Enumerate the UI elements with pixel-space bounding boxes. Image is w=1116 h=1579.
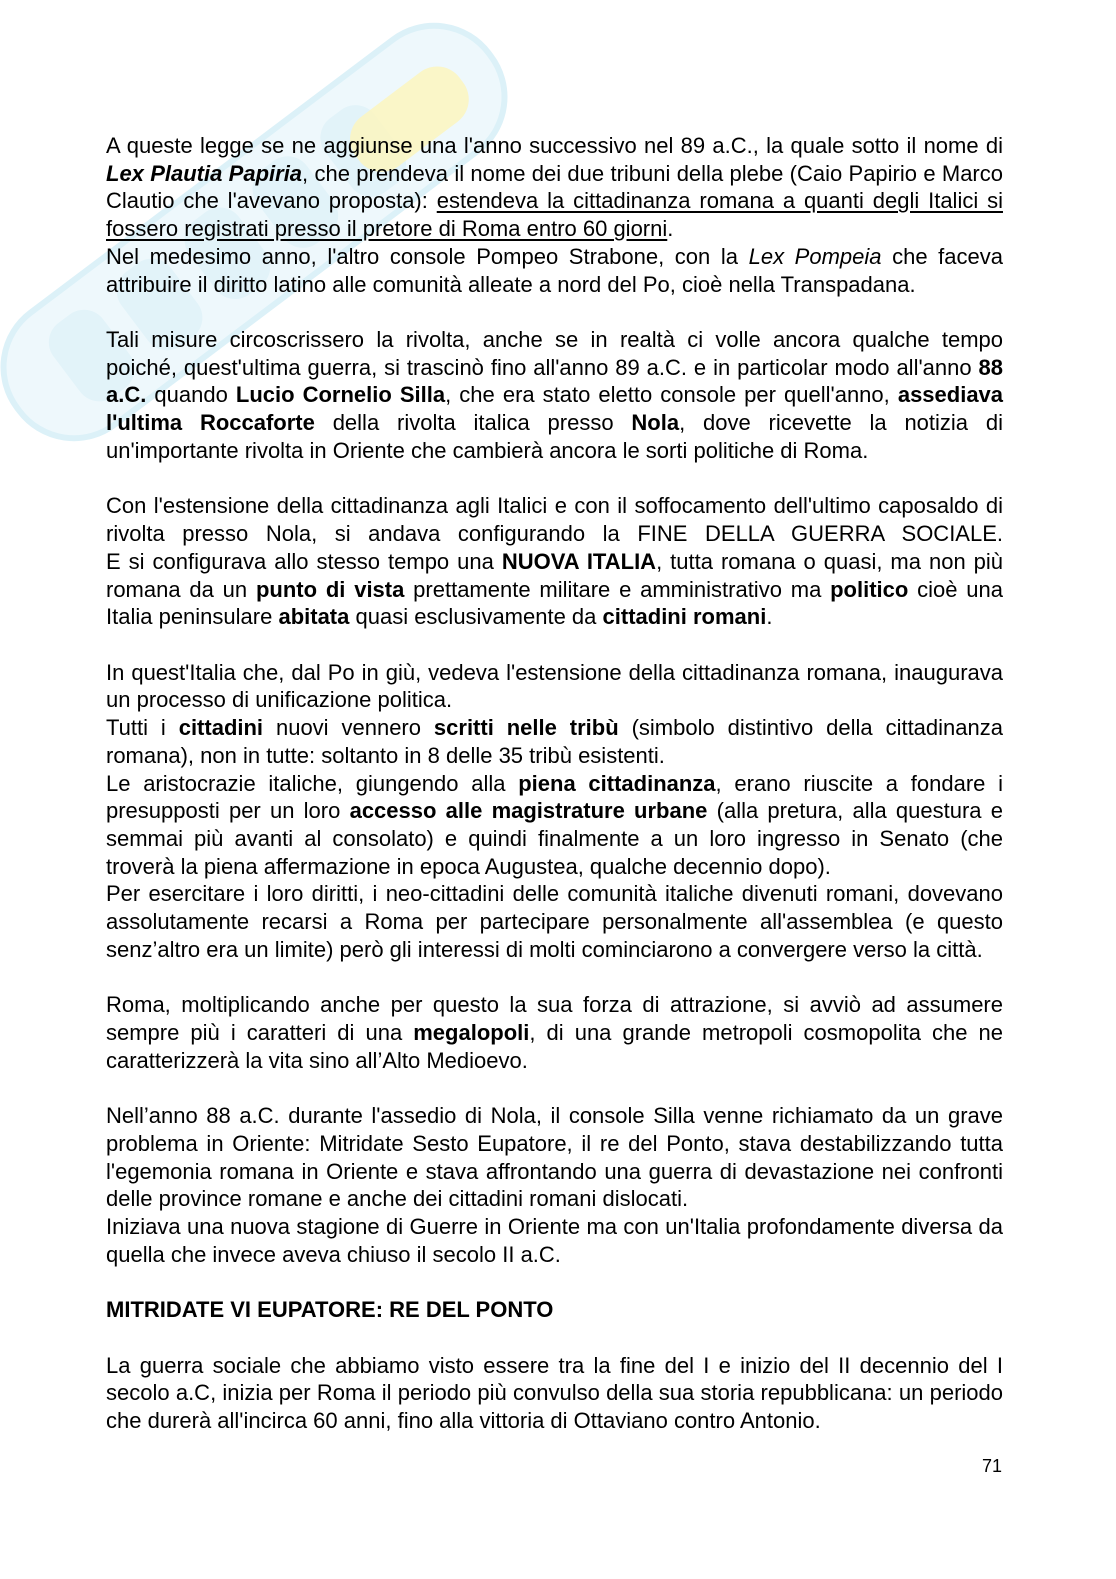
text-line (106, 409, 1003, 437)
bold-text: cittadini romani (602, 604, 767, 630)
text-line (106, 381, 1003, 409)
text-line (106, 520, 1003, 548)
underlined-text: fossero registrati presso il pretore di Roma entro 60 giorni (106, 216, 668, 242)
text-line (106, 492, 1003, 520)
text-run: che faceva (881, 243, 1003, 269)
text-run: , erano riuscite a fondare i (715, 770, 1003, 796)
bold-text: Lucio Cornelio Silla (235, 382, 446, 408)
text-run: caratterizzerà la vita sino all’Alto Medioevo. (106, 1047, 528, 1073)
text-line (106, 1019, 1003, 1047)
text-line (106, 797, 1003, 825)
text-run: Tutti i (106, 715, 179, 741)
text-run: nuovi vennero (263, 715, 434, 741)
text-run: rivolta presso Nola, si andava configurando la FINE DELLA GUERRA SOCIALE. (106, 521, 1003, 547)
paragraph (106, 492, 1003, 631)
text-line (106, 1158, 1003, 1186)
text-run: , che era stato eletto console per quell'anno, (445, 382, 898, 408)
text-section (106, 492, 1003, 631)
text-run: Clautio che l'avevano proposta): (106, 188, 437, 214)
text-run: troverà la piena affermazione in epoca Augustea, qualche decennio dopo). (106, 853, 831, 879)
text-line (106, 354, 1003, 382)
text-run: Le aristocrazie italiche, giungendo alla (106, 770, 519, 796)
paragraph (106, 1213, 1003, 1268)
paragraph (106, 243, 1003, 298)
document-body (106, 132, 1003, 1463)
text-run: Roma, moltiplicando anche per questo la sua forza di attrazione, si avviò ad assumere (106, 992, 1003, 1018)
paragraph (106, 714, 1003, 769)
text-section (106, 1102, 1003, 1268)
text-run: sempre più i caratteri di una (106, 1020, 414, 1045)
page-number: 71 (981, 1456, 1002, 1476)
text-line (106, 243, 1003, 271)
text-line (106, 1241, 1003, 1269)
paragraph (106, 1102, 1003, 1213)
text-line (106, 132, 1003, 160)
bold-text: l'ultima Roccaforte (106, 410, 315, 436)
section-heading (106, 1296, 1003, 1324)
text-run: prettamente militare e amministrativo ma (404, 576, 831, 602)
text-run: Tali misure circoscrissero la rivolta, anche se in realtà ci volle ancora qualche tempo (106, 327, 1003, 353)
text-run: romana da un (106, 576, 256, 602)
text-line (106, 576, 1003, 604)
bold-text: a.C. (106, 382, 147, 408)
bold-text: politico (830, 576, 909, 602)
text-run: (alla pretura, alla questura e (707, 798, 1003, 824)
paragraph (106, 326, 1003, 465)
text-run: attribuire il diritto latino alle comunità alleate a nord del Po, cioè nella Transpadana. (106, 271, 916, 297)
text-run: . (667, 216, 674, 242)
text-run: In quest'Italia che, dal Po in giù, vedeva l'estensione della cittadinanza romana, inaugurava (106, 659, 1003, 685)
text-run: problema in Oriente: Mitridate Sesto Eupatore, il re del Ponto, stava destabilizzando tutta (106, 1130, 1003, 1156)
text-line (106, 853, 1003, 881)
italic-text: Lex Pompeia (748, 243, 882, 269)
text-line (106, 1379, 1003, 1407)
text-run: (simbolo distintivo della cittadinanza (618, 715, 1003, 741)
bold-text: abitata (278, 604, 350, 630)
text-line (106, 215, 1003, 243)
bold-italic-text: Lex Plautia Papiria (106, 160, 303, 186)
text-line (106, 603, 1003, 631)
text-run: Nell’anno 88 a.C. durante l'assedio di Nola, il console Silla venne richiamato da un grave (106, 1103, 1003, 1129)
text-run: , di una grande metropoli cosmopolita che ne (529, 1020, 1003, 1045)
text-line (106, 326, 1003, 354)
paragraph (106, 659, 1003, 714)
text-section (106, 132, 1003, 298)
text-line (106, 437, 1003, 465)
text-run: che durerà all'incirca 60 anni, fino alla vittoria di Ottaviano contro Antonio. (106, 1408, 821, 1434)
bold-text: assediava (897, 382, 1004, 408)
text-line (106, 686, 1003, 714)
text-line (106, 1185, 1003, 1213)
text-line (106, 1130, 1003, 1158)
text-run: poiché, quest'ultima guerra, si trascinò fino all'anno 89 a.C. e in particolar modo all'anno (106, 354, 979, 380)
text-run: della rivolta italica presso (314, 410, 632, 436)
text-line (106, 908, 1003, 936)
paragraph (106, 880, 1003, 963)
text-run: assolutamente recarsi a Roma per partecipare personalmente all'assemblea (e questo (106, 909, 1003, 935)
text-line (106, 991, 1003, 1019)
text-run: un'importante rivolta in Oriente che cambierà ancora le sorti politiche di Roma. (106, 437, 869, 463)
text-section (106, 991, 1003, 1074)
text-run: E si configurava allo stesso tempo una (106, 548, 502, 574)
text-run: A queste legge se ne aggiunse una l'anno successivo nel 89 a.C., la quale sotto il nome di (106, 133, 1003, 158)
text-section (106, 1296, 1003, 1324)
bold-text: scritti nelle tribù (433, 715, 619, 741)
text-line (106, 742, 1003, 770)
text-section (106, 326, 1003, 465)
text-run: presupposti per un loro (106, 798, 350, 824)
text-line (106, 1213, 1003, 1241)
bold-text: 88 (978, 354, 1003, 380)
text-line (106, 1352, 1003, 1380)
text-run: secolo a.C, inizia per Roma il periodo più convulso della sua storia repubblicana: un periodo (106, 1380, 1003, 1406)
bold-text: accesso alle magistrature urbane (349, 798, 708, 824)
text-line (106, 936, 1003, 964)
text-line (106, 1296, 1003, 1324)
bold-text: cittadini (178, 715, 264, 741)
text-run: quella che invece aveva chiuso il secolo II a.C. (106, 1241, 561, 1267)
text-run: . (766, 604, 773, 630)
bold-text: punto di vista (255, 576, 405, 602)
text-line (106, 1407, 1003, 1435)
text-section (106, 1352, 1003, 1435)
paragraph (106, 132, 1003, 243)
bold-text: piena cittadinanza (518, 770, 716, 796)
bold-text: NUOVA ITALIA (501, 548, 657, 574)
text-run: Per esercitare i loro diritti, i neo-cittadini delle comunità italiche divenuti romani, dovevano (106, 881, 1003, 907)
bold-text: MITRIDATE VI EUPATORE: RE DEL PONTO (106, 1297, 554, 1323)
underlined-text: estendeva la cittadinanza romana a quanti degli Italici si (436, 188, 1003, 214)
text-run: delle province romane e anche dei cittadini romani dislocati. (106, 1186, 689, 1212)
paragraph (106, 770, 1003, 881)
text-line (106, 880, 1003, 908)
bold-text: Nola (631, 410, 680, 436)
text-run: l'egemonia romana in Oriente e stava affrontando una guerra di devastazione nei confronti (106, 1158, 1003, 1184)
text-run: Con l'estensione della cittadinanza agli Italici e con il soffocamento dell'ultimo caposaldo di (106, 493, 1003, 519)
text-run: La guerra sociale che abbiamo visto essere tra la fine del I e inizio del II decennio del I (106, 1352, 1003, 1378)
text-run: cioè una (908, 576, 1004, 602)
text-run: romana), non in tutte: soltanto in 8 delle 35 tribù esistenti. (106, 742, 665, 768)
text-line (106, 825, 1003, 853)
text-run: semmai più avanti al consolato) e quindi finalmente a un loro ingresso in Senato (che (106, 825, 1003, 851)
text-line (106, 770, 1003, 798)
text-run: Nel medesimo anno, l'altro console Pompeo Strabone, con la (106, 243, 749, 269)
text-run: un processo di unificazione politica. (106, 687, 453, 713)
text-run: , che prendeva il nome dei due tribuni della plebe (Caio Papirio e Marco (302, 160, 1003, 186)
text-line (106, 187, 1003, 215)
text-line (106, 548, 1003, 576)
text-line (106, 714, 1003, 742)
text-run: Italia peninsulare (106, 604, 279, 630)
paragraph (106, 1352, 1003, 1435)
text-line (106, 1102, 1003, 1130)
text-line (106, 659, 1003, 687)
text-line (106, 1047, 1003, 1075)
text-run: , tutta romana o quasi, ma non più (656, 548, 1004, 574)
text-line (106, 160, 1003, 188)
paragraph (106, 991, 1003, 1074)
text-line (106, 271, 1003, 299)
text-section (106, 659, 1003, 964)
text-run: Iniziava una nuova stagione di Guerre in Oriente ma con un'Italia profondamente diversa da (106, 1214, 1003, 1240)
text-run: , dove ricevette la notizia di (679, 410, 1003, 436)
text-run: quando (146, 382, 236, 408)
text-run: senz’altro era un limite) però gli interessi di molti cominciarono a convergere verso la città. (106, 936, 983, 962)
text-run: quasi esclusivamente da (349, 604, 603, 630)
bold-text: megalopoli (413, 1020, 530, 1045)
